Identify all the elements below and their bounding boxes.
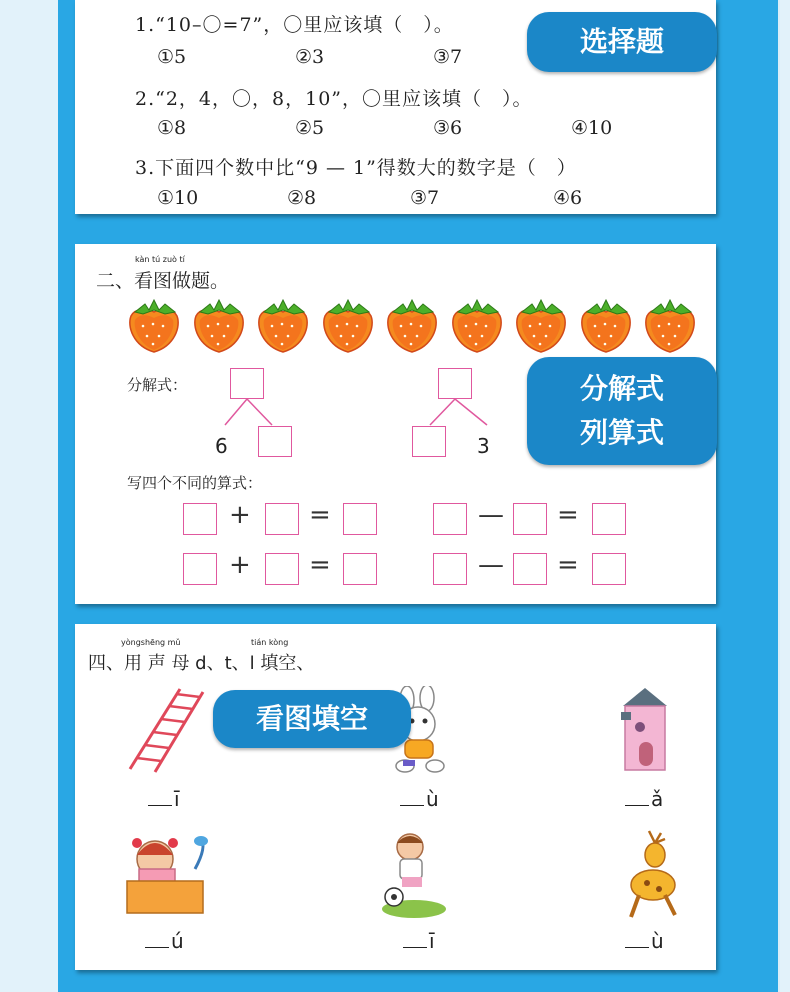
q2-option-2: ②5 <box>295 117 325 139</box>
strawberry-icon <box>512 296 570 356</box>
equals-sign: = <box>309 500 331 530</box>
bubble-line-2: 列算式 <box>579 416 664 449</box>
q3-option-1: ①10 <box>157 187 199 209</box>
q2-option-3: ③6 <box>433 117 463 139</box>
section-title: 四、用 声 母 d、t、l 填空、 <box>88 653 315 674</box>
equals-sign: = <box>557 550 579 580</box>
strawberry-icon <box>448 296 506 356</box>
answer-box[interactable] <box>265 503 299 535</box>
answer-box[interactable] <box>592 503 626 535</box>
right-number: 3 <box>477 434 490 458</box>
ladder-icon <box>125 684 205 774</box>
answer-box[interactable] <box>265 553 299 585</box>
blank-3[interactable] <box>625 787 663 811</box>
strawberry-icon <box>190 296 248 356</box>
branch-lines-icon <box>425 399 495 429</box>
title-pinyin: tián kòng <box>251 638 289 647</box>
plus-sign: + <box>229 500 251 530</box>
q1-option-3: ③7 <box>433 46 463 68</box>
bubble-multiple-choice <box>527 12 717 72</box>
answer-box[interactable] <box>183 503 217 535</box>
strawberry-icon <box>125 296 183 356</box>
question-3: 3.下面四个数中比“9 — 1”得数大的数字是（ ） <box>135 157 577 179</box>
answer-box[interactable] <box>513 503 547 535</box>
answer-box[interactable] <box>592 553 626 585</box>
equals-sign: = <box>557 500 579 530</box>
panel-fill-blanks <box>75 624 716 970</box>
blank-1-vowel: ī <box>174 787 180 811</box>
bubble-label: 选择题 <box>579 25 664 58</box>
section-title: 二、看图做题。 <box>96 270 230 292</box>
answer-box[interactable] <box>433 503 467 535</box>
blank-3-vowel: ǎ <box>651 787 664 811</box>
blank-5[interactable] <box>403 929 435 953</box>
blank-1[interactable] <box>148 787 180 811</box>
q3-option-3: ③7 <box>410 187 440 209</box>
minus-sign: — <box>478 500 504 530</box>
answer-box[interactable] <box>513 553 547 585</box>
answer-box[interactable] <box>183 553 217 585</box>
q1-option-2: ②3 <box>295 46 325 68</box>
bubble-fill-blanks <box>213 690 411 748</box>
branch-lines-icon <box>220 399 280 429</box>
left-number: 6 <box>215 434 228 458</box>
write-equations-label: 写四个不同的算式： <box>127 474 263 492</box>
q2-option-4: ④10 <box>571 117 613 139</box>
q3-option-2: ②8 <box>287 187 317 209</box>
decompose-label: 分解式： <box>127 376 188 394</box>
answer-box[interactable] <box>258 426 292 457</box>
q1-option-1: ①5 <box>157 46 187 68</box>
soccer-boy-icon <box>380 829 455 921</box>
strawberry-icon <box>641 296 699 356</box>
answer-box[interactable] <box>230 368 264 399</box>
tower-icon <box>615 686 675 774</box>
q2-option-1: ①8 <box>157 117 187 139</box>
strawberry-icon <box>577 296 635 356</box>
blank-2[interactable] <box>400 787 439 811</box>
bubble-label: 看图填空 <box>255 702 368 735</box>
title-pinyin: yòngshēng mǔ <box>121 638 181 647</box>
bubble-decompose <box>527 357 717 465</box>
equals-sign: = <box>309 550 331 580</box>
plus-sign: + <box>229 550 251 580</box>
strawberry-icon <box>383 296 441 356</box>
question-1: 1.“10–〇=7”，〇里应该填（ ）。 <box>135 14 454 36</box>
deer-icon <box>615 829 695 921</box>
blank-5-vowel: ī <box>429 929 435 953</box>
reading-girl-icon <box>125 829 215 919</box>
blank-2-vowel: ù <box>426 787 439 811</box>
strawberry-icon <box>319 296 377 356</box>
background-right <box>780 0 790 992</box>
q3-option-4: ④6 <box>553 187 583 209</box>
blank-4[interactable] <box>145 929 184 953</box>
blank-4-vowel: ú <box>171 929 184 953</box>
minus-sign: — <box>478 550 504 580</box>
strawberry-icon <box>254 296 312 356</box>
bubble-line-1: 分解式 <box>579 372 664 405</box>
blank-6-vowel: ù <box>651 929 664 953</box>
blank-6[interactable] <box>625 929 664 953</box>
background-left <box>0 0 58 992</box>
answer-box[interactable] <box>343 503 377 535</box>
answer-box[interactable] <box>433 553 467 585</box>
title-pinyin: kàn tú zuò tí <box>135 255 185 264</box>
answer-box[interactable] <box>412 426 446 457</box>
answer-box[interactable] <box>343 553 377 585</box>
answer-box[interactable] <box>438 368 472 399</box>
question-2: 2.“2，4，〇，8，10”，〇里应该填（ ）。 <box>135 88 533 110</box>
